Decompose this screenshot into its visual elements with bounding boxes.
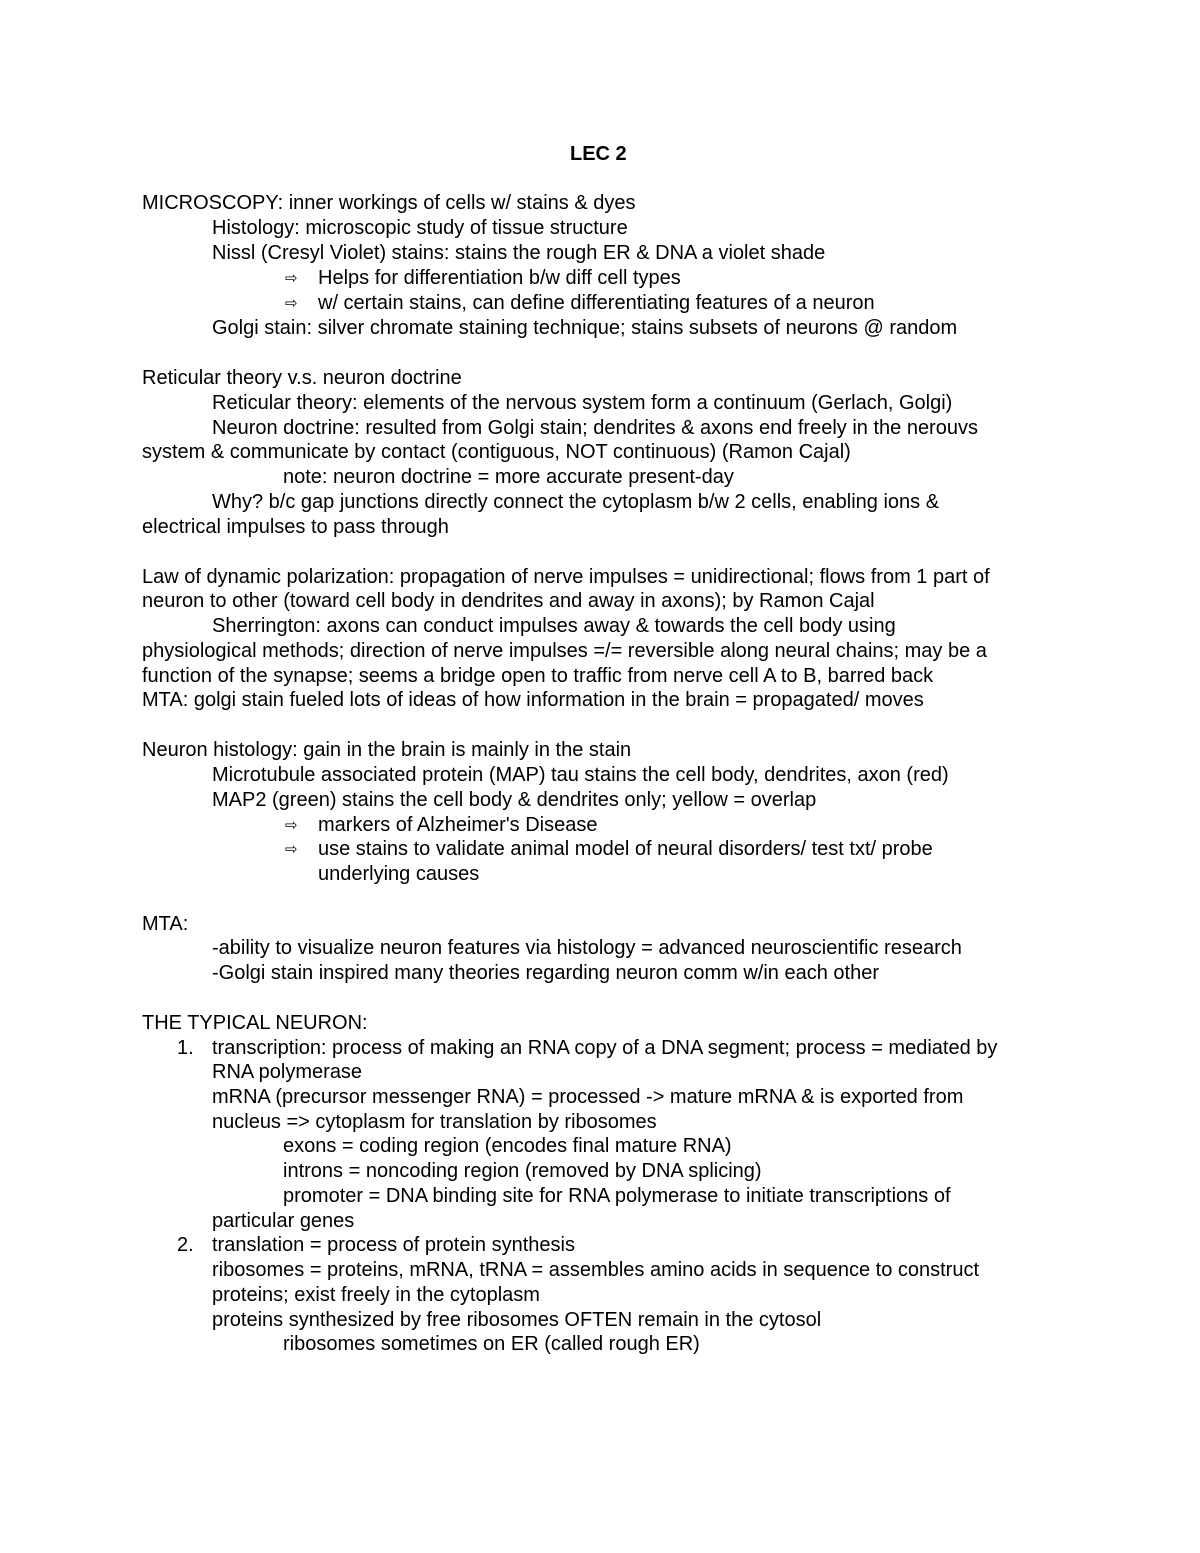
text-line: electrical impulses to pass through bbox=[142, 516, 449, 538]
section-heading: MTA: bbox=[142, 913, 189, 935]
list-number: 1. bbox=[177, 1037, 194, 1059]
text-line: neuron to other (toward cell body in dendrites and away in axons); by Ramon Cajal bbox=[142, 590, 875, 612]
text-line: Nissl (Cresyl Violet) stains: stains the rough ER & DNA a violet shade bbox=[212, 242, 826, 264]
bullet-item: w/ certain stains, can define differentiating features of a neuron bbox=[318, 292, 875, 314]
text-line: note: neuron doctrine = more accurate present-day bbox=[283, 466, 734, 488]
text-line: mRNA (precursor messenger RNA) = processed -> mature mRNA & is exported from bbox=[212, 1086, 964, 1108]
text-line: Neuron doctrine: resulted from Golgi stain; dendrites & axons end freely in the nerouvs bbox=[212, 417, 978, 439]
section-heading: THE TYPICAL NEURON: bbox=[142, 1012, 368, 1034]
text-line: MAP2 (green) stains the cell body & dendrites only; yellow = overlap bbox=[212, 789, 817, 811]
list-item: transcription: process of making an RNA copy of a DNA segment; process = mediated by bbox=[212, 1037, 998, 1059]
text-line: function of the synapse; seems a bridge open to traffic from nerve cell A to B, barred back bbox=[142, 665, 934, 687]
text-line: MTA: golgi stain fueled lots of ideas of how information in the brain = propagated/ moves bbox=[142, 689, 924, 711]
text-line: Why? b/c gap junctions directly connect the cytoplasm b/w 2 cells, enabling ions & bbox=[212, 491, 940, 513]
text-line: proteins synthesized by free ribosomes OFTEN remain in the cytosol bbox=[212, 1309, 822, 1331]
text-line: RNA polymerase bbox=[212, 1061, 363, 1083]
text-line: promoter = DNA binding site for RNA polymerase to initiate transcriptions of bbox=[283, 1185, 951, 1207]
arrow-bullet-icon: ⇨ bbox=[285, 816, 298, 834]
text-line: Sherrington: axons can conduct impulses away & towards the cell body using bbox=[212, 615, 896, 637]
text-line: ribosomes = proteins, mRNA, tRNA = assembles amino acids in sequence to construct bbox=[212, 1259, 980, 1281]
text-line: Golgi stain: silver chromate staining technique; stains subsets of neurons @ random bbox=[212, 317, 958, 339]
text-line: Reticular theory: elements of the nervous system form a continuum (Gerlach, Golgi) bbox=[212, 392, 953, 414]
text-line: proteins; exist freely in the cytoplasm bbox=[212, 1284, 540, 1306]
text-line: MICROSCOPY: inner workings of cells w/ stains & dyes bbox=[142, 192, 636, 214]
bullet-item: markers of Alzheimer's Disease bbox=[318, 814, 598, 836]
text-line: system & communicate by contact (contiguous, NOT continuous) (Ramon Cajal) bbox=[142, 441, 851, 463]
text-line: Histology: microscopic study of tissue structure bbox=[212, 217, 628, 239]
text-line: physiological methods; direction of nerve impulses =/= reversible along neural chains; may be a bbox=[142, 640, 987, 662]
arrow-bullet-icon: ⇨ bbox=[285, 840, 298, 858]
section-heading: Neuron histology: gain in the brain is mainly in the stain bbox=[142, 739, 632, 761]
bullet-item: use stains to validate animal model of neural disorders/ test txt/ probe bbox=[318, 838, 933, 860]
arrow-bullet-icon: ⇨ bbox=[285, 269, 298, 287]
list-number: 2. bbox=[177, 1234, 194, 1256]
bullet-item-continued: underlying causes bbox=[318, 863, 480, 885]
text-line: nucleus => cytoplasm for translation by ribosomes bbox=[212, 1111, 657, 1133]
text-line: particular genes bbox=[212, 1210, 355, 1232]
text-line: -ability to visualize neuron features via histology = advanced neuroscientific research bbox=[212, 937, 962, 959]
bullet-item: Helps for differentiation b/w diff cell types bbox=[318, 267, 681, 289]
text-line: introns = noncoding region (removed by DNA splicing) bbox=[283, 1160, 762, 1182]
section-heading: Reticular theory v.s. neuron doctrine bbox=[142, 367, 462, 389]
list-item: translation = process of protein synthesis bbox=[212, 1234, 575, 1256]
text-line: -Golgi stain inspired many theories regarding neuron comm w/in each other bbox=[212, 962, 880, 984]
section-heading: Law of dynamic polarization: propagation of nerve impulses = unidirectional; flows from 1 part of bbox=[142, 566, 990, 588]
text-line: exons = coding region (encodes final mature RNA) bbox=[283, 1135, 732, 1157]
page-title: LEC 2 bbox=[570, 143, 627, 165]
arrow-bullet-icon: ⇨ bbox=[285, 294, 298, 312]
text-line: Microtubule associated protein (MAP) tau stains the cell body, dendrites, axon (red) bbox=[212, 764, 949, 786]
text-line: ribosomes sometimes on ER (called rough ER) bbox=[283, 1333, 700, 1355]
